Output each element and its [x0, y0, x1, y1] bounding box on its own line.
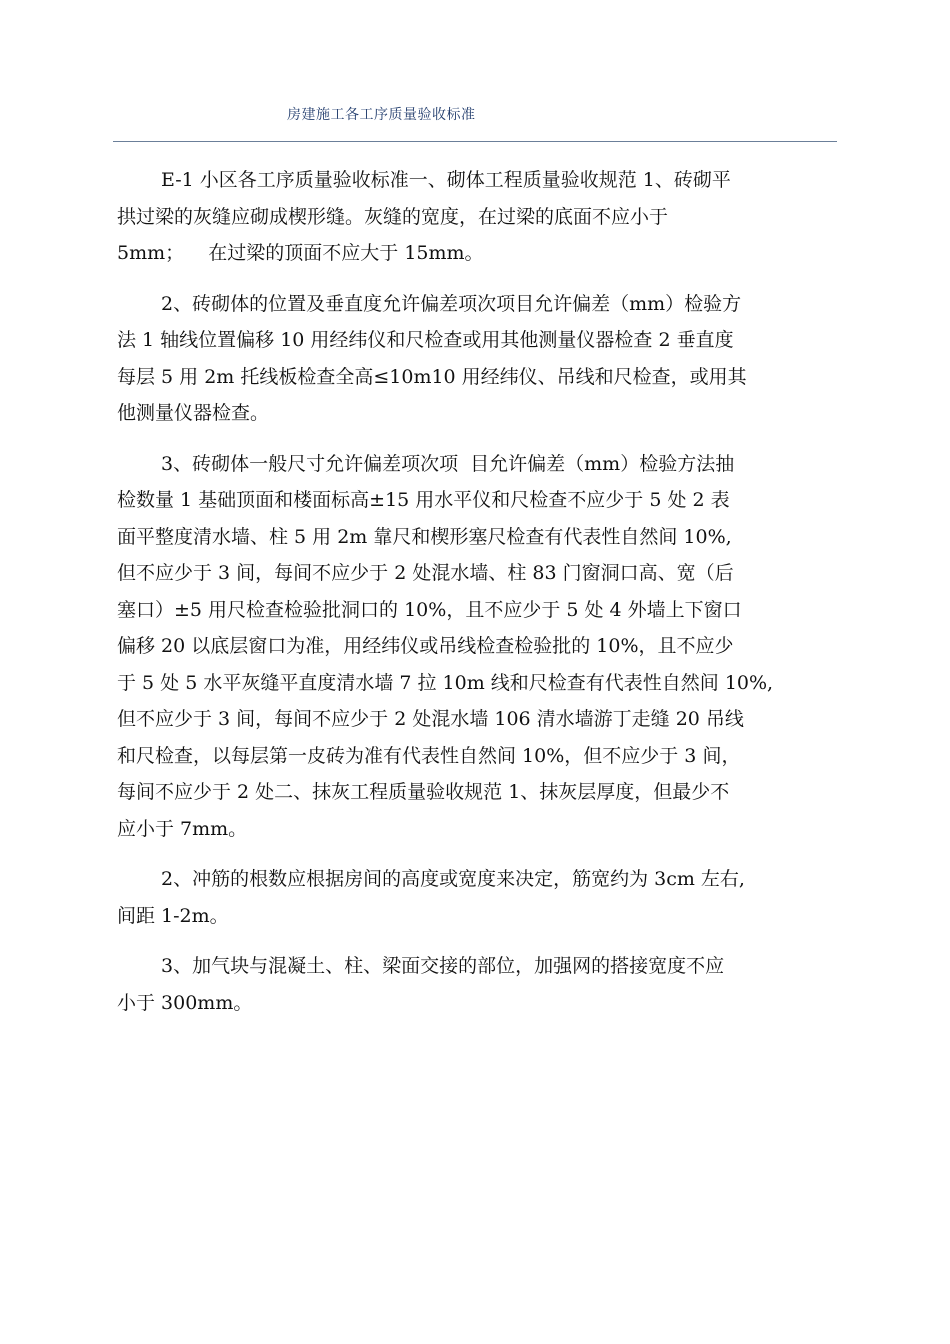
text-line: 于 5 处 5 水平灰缝平直度清水墙 7 拉 10m 线和尺检查有代表性自然间 10%,	[117, 671, 774, 694]
text-line: 5mm； 在过梁的顶面不应大于 15mm。	[117, 242, 484, 264]
text-line: 检数量 1 基础顶面和楼面标高±15 用水平仪和尺检查不应少于 5 处 2 表	[117, 489, 730, 511]
paragraph	[117, 861, 837, 934]
text-line: 和尺检查，以每层第一皮砖为准有代表性自然间 10%，但不应少于 3 间，	[117, 744, 741, 767]
text-line: 小于 300mm。	[117, 991, 253, 1014]
text-line: 每间不应少于 2 处二、抹灰工程质量验收规范 1、抹灰层厚度，但最少不	[117, 781, 730, 803]
text-line: 2、砖砌体的位置及垂直度允许偏差项次项目允许偏差（mm）检验方	[161, 292, 742, 315]
text-line: 面平整度清水墙、柱 5 用 2m 靠尺和楔形塞尺检查有代表性自然间 10%,	[117, 525, 732, 548]
text-line: 法 1 轴线位置偏移 10 用经纬仪和尺检查或用其他测量仪器检查 2 垂直度	[117, 329, 734, 351]
paragraph	[117, 446, 837, 848]
header-title: 房建施工各工序质量验收标准	[287, 107, 476, 123]
text-line: 间距 1-2m。	[117, 904, 229, 927]
text-line: 每层 5 用 2m 托线板检查全高≤10m10 用经纬仪、吊线和尺检查，或用其	[117, 365, 747, 388]
text-line: 但不应少于 3 间，每间不应少于 2 处混水墙、柱 83 门窗洞口高、宽（后	[117, 562, 734, 584]
paragraph	[117, 286, 837, 432]
text-line: 偏移 20 以底层窗口为准，用经纬仪或吊线检查检验批的 10%，且不应少	[117, 635, 734, 657]
paragraph	[117, 948, 837, 1021]
paragraph	[117, 162, 837, 272]
header-divider	[113, 141, 837, 142]
text-line: 拱过梁的灰缝应砌成楔形缝。灰缝的宽度，在过梁的底面不应小于	[117, 205, 669, 228]
text-line: 塞口）±5 用尺检查检验批洞口的 10%，且不应少于 5 处 4 外墙上下窗口	[117, 598, 742, 621]
text-line: 但不应少于 3 间，每间不应少于 2 处混水墙 106 清水墙游丁走缝 20 吊线	[117, 708, 744, 730]
text-line: 3、砖砌体一般尺寸允许偏差项次项 目允许偏差（mm）检验方法抽	[161, 452, 735, 475]
text-line: 应小于 7mm。	[117, 817, 248, 840]
text-line: E-1 小区各工序质量验收标准一、砌体工程质量验收规范 1、砖砌平	[161, 169, 731, 191]
body-text	[117, 162, 837, 1035]
text-line: 3、加气块与混凝土、柱、梁面交接的部位，加强网的搭接宽度不应	[161, 955, 725, 977]
text-line: 2、冲筋的根数应根据房间的高度或宽度来决定，筋宽约为 3cm 左右,	[161, 868, 745, 890]
text-line: 他测量仪器检查。	[117, 402, 270, 424]
